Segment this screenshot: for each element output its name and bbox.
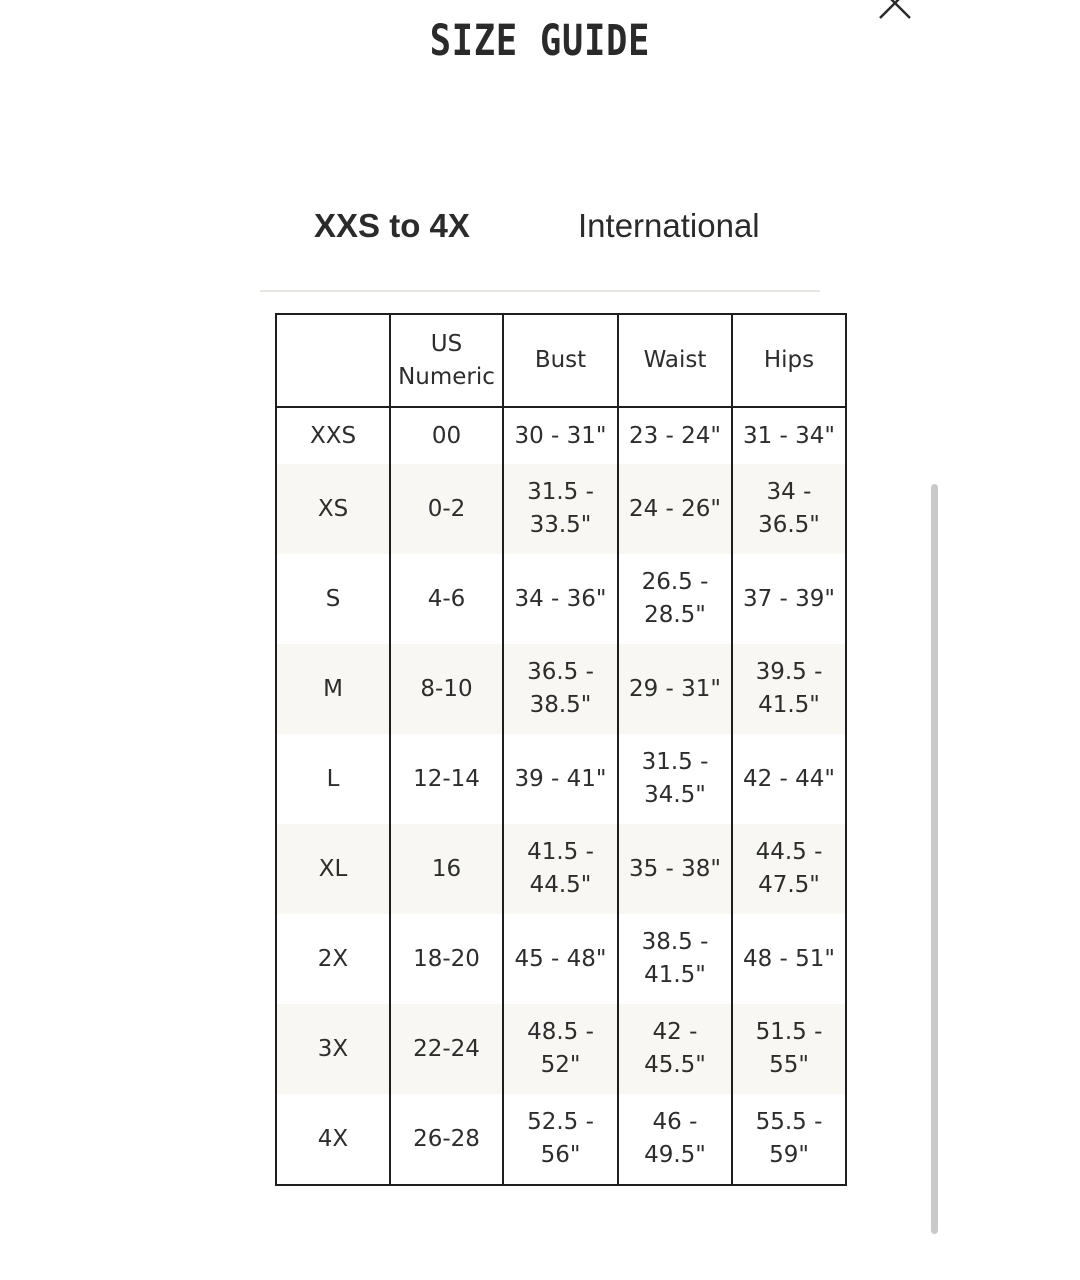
us-numeric-cell: 16	[390, 824, 503, 914]
bust-cell: 34 - 36"	[503, 554, 618, 644]
bust-cell: 41.5 - 44.5"	[503, 824, 618, 914]
table-row	[276, 914, 846, 1004]
waist-cell: 35 - 38"	[618, 824, 732, 914]
us-numeric-cell: 22-24	[390, 1004, 503, 1094]
hips-cell: 51.5 - 55"	[732, 1004, 846, 1094]
column-header-us-numeric: US Numeric	[390, 314, 503, 407]
vertical-scrollbar[interactable]	[931, 484, 938, 1234]
bust-cell: 31.5 - 33.5"	[503, 464, 618, 554]
us-numeric-cell: 18-20	[390, 914, 503, 1004]
us-numeric-cell: 4-6	[390, 554, 503, 644]
waist-cell: 31.5 - 34.5"	[618, 734, 732, 824]
table-row	[276, 824, 846, 914]
size-cell: L	[276, 734, 390, 824]
size-cell: 2X	[276, 914, 390, 1004]
us-numeric-cell: 8-10	[390, 644, 503, 734]
table-row	[276, 554, 846, 644]
bust-cell: 48.5 - 52"	[503, 1004, 618, 1094]
waist-cell: 23 - 24"	[618, 407, 732, 464]
size-cell: 3X	[276, 1004, 390, 1094]
us-numeric-cell: 12-14	[390, 734, 503, 824]
hips-cell: 42 - 44"	[732, 734, 846, 824]
page-title: SIZE GUIDE	[429, 16, 651, 66]
waist-cell: 46 - 49.5"	[618, 1094, 732, 1185]
column-header-size	[276, 314, 390, 407]
close-icon	[872, 0, 918, 22]
tab-international[interactable]: International	[578, 207, 760, 244]
waist-cell: 38.5 - 41.5"	[618, 914, 732, 1004]
bust-cell: 36.5 - 38.5"	[503, 644, 618, 734]
waist-cell: 24 - 26"	[618, 464, 732, 554]
column-header-bust: Bust	[503, 314, 618, 407]
size-cell: S	[276, 554, 390, 644]
us-numeric-cell: 26-28	[390, 1094, 503, 1185]
hips-cell: 39.5 - 41.5"	[732, 644, 846, 734]
size-chart-table	[275, 313, 847, 1186]
bust-cell: 39 - 41"	[503, 734, 618, 824]
hips-cell: 37 - 39"	[732, 554, 846, 644]
table-row	[276, 407, 846, 464]
bust-cell: 52.5 - 56"	[503, 1094, 618, 1185]
waist-cell: 26.5 - 28.5"	[618, 554, 732, 644]
tabs-divider	[260, 290, 820, 292]
hips-cell: 44.5 - 47.5"	[732, 824, 846, 914]
size-cell: XS	[276, 464, 390, 554]
column-header-waist: Waist	[618, 314, 732, 407]
table-row	[276, 1004, 846, 1094]
size-cell: M	[276, 644, 390, 734]
close-button[interactable]	[872, 0, 918, 22]
size-cell: XL	[276, 824, 390, 914]
waist-cell: 42 - 45.5"	[618, 1004, 732, 1094]
table-row	[276, 644, 846, 734]
hips-cell: 34 - 36.5"	[732, 464, 846, 554]
us-numeric-cell: 0-2	[390, 464, 503, 554]
hips-cell: 55.5 - 59"	[732, 1094, 846, 1185]
hips-cell: 48 - 51"	[732, 914, 846, 1004]
tab-xxs-to-4x[interactable]: XXS to 4X	[314, 207, 470, 244]
waist-cell: 29 - 31"	[618, 644, 732, 734]
size-tabs	[260, 190, 820, 292]
hips-cell: 31 - 34"	[732, 407, 846, 464]
table-row	[276, 1094, 846, 1185]
column-header-hips: Hips	[732, 314, 846, 407]
size-cell: XXS	[276, 407, 390, 464]
us-numeric-cell: 00	[390, 407, 503, 464]
bust-cell: 45 - 48"	[503, 914, 618, 1004]
size-cell: 4X	[276, 1094, 390, 1185]
bust-cell: 30 - 31"	[503, 407, 618, 464]
table-header-row	[276, 314, 846, 407]
table-row	[276, 464, 846, 554]
table-row	[276, 734, 846, 824]
